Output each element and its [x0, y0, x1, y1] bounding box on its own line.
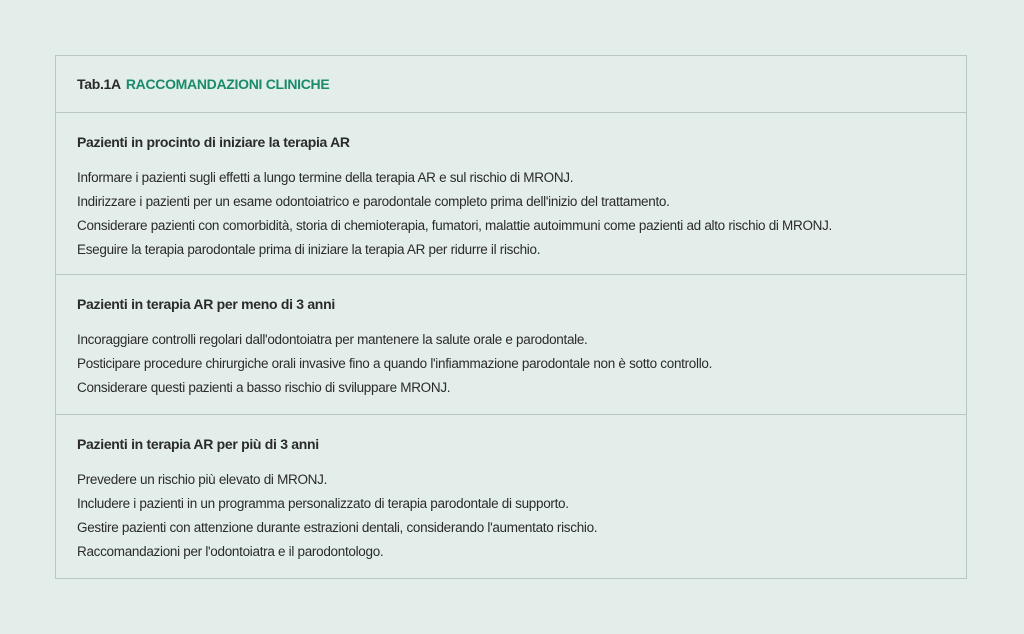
section-title: Pazienti in terapia AR per più di 3 anni — [77, 436, 319, 452]
recommendation-line: Considerare questi pazienti a basso rischio di sviluppare MRONJ. — [77, 380, 451, 395]
recommendation-line: Indirizzare i pazienti per un esame odontoiatrico e parodontale completo prima dell'inizio del trattamento. — [77, 194, 670, 209]
recommendation-line: Prevedere un rischio più elevato di MRONJ. — [77, 472, 328, 487]
section-title: Pazienti in terapia AR per meno di 3 anni — [77, 296, 335, 312]
recommendation-line: Posticipare procedure chirurgiche orali invasive fino a quando l'infiammazione parodontale non è sotto controllo. — [77, 356, 713, 371]
recommendation-line: Includere i pazienti in un programma personalizzato di terapia parodontale di supporto. — [77, 496, 569, 511]
section-before-therapy — [56, 113, 966, 275]
table-header — [56, 56, 966, 113]
recommendation-line: Incoraggiare controlli regolari dall'odontoiatra per mantenere la salute orale e parodontale. — [77, 332, 588, 347]
recommendation-line: Raccomandazioni per l'odontoiatra e il parodontologo. — [77, 544, 384, 559]
recommendation-line: Considerare pazienti con comorbidità, storia di chemioterapia, fumatori, malattie autoimmuni come pazienti ad alto rischio di MRONJ. — [77, 218, 833, 233]
section-title: Pazienti in procinto di iniziare la terapia AR — [77, 134, 350, 150]
section-under-3-years — [56, 275, 966, 415]
recommendation-line: Eseguire la terapia parodontale prima di iniziare la terapia AR per ridurre il rischio. — [77, 242, 541, 257]
table-title: RACCOMANDAZIONI CLINICHE — [125, 76, 330, 92]
table-number: Tab.1A — [77, 76, 121, 92]
recommendation-line: Gestire pazienti con attenzione durante estrazioni dentali, considerando l'aumentato rischio. — [77, 520, 598, 535]
recommendation-line: Informare i pazienti sugli effetti a lungo termine della terapia AR e sul rischio di MRONJ. — [77, 170, 574, 185]
recommendations-table — [55, 55, 967, 579]
section-over-3-years — [56, 415, 966, 578]
